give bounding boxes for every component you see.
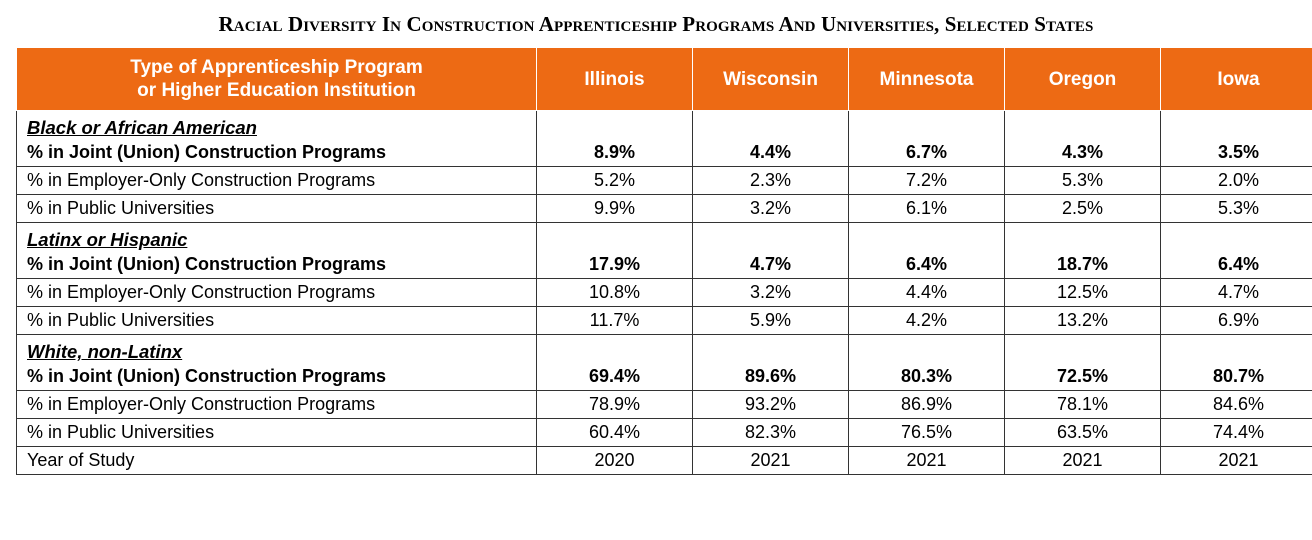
column-header-wisconsin: Wisconsin xyxy=(693,48,849,111)
row-value-minnesota: 6.4% xyxy=(849,251,1005,279)
row-value-iowa: 6.9% xyxy=(1161,307,1312,335)
row-value-illinois: 8.9% xyxy=(537,139,693,167)
row-value-wisconsin: 4.7% xyxy=(693,251,849,279)
row-label: % in Employer-Only Construction Programs xyxy=(17,279,537,307)
row-value-iowa: 2.0% xyxy=(1161,167,1312,195)
row-value-wisconsin: 89.6% xyxy=(693,363,849,391)
row-value-oregon: 4.3% xyxy=(1005,139,1161,167)
row-value-iowa: 6.4% xyxy=(1161,251,1312,279)
group-heading-spacer-wisconsin xyxy=(693,223,849,252)
group-heading-spacer-minnesota xyxy=(849,223,1005,252)
group-heading-spacer-iowa xyxy=(1161,223,1312,252)
column-header-program-type-line1: Type of Apprenticeship Program xyxy=(130,57,423,78)
table-row xyxy=(17,307,1312,335)
row-value-illinois: 78.9% xyxy=(537,391,693,419)
group-label-black-or-african-american: Black or African American xyxy=(27,117,257,139)
row-value-minnesota: 7.2% xyxy=(849,167,1005,195)
group-heading-spacer-minnesota xyxy=(849,111,1005,140)
row-value-oregon: 63.5% xyxy=(1005,419,1161,447)
row-value-oregon: 72.5% xyxy=(1005,363,1161,391)
row-value-illinois: 11.7% xyxy=(537,307,693,335)
table-row xyxy=(17,167,1312,195)
column-header-program-type xyxy=(17,48,537,111)
group-heading-spacer-illinois xyxy=(537,223,693,252)
row-value-iowa: 4.7% xyxy=(1161,279,1312,307)
group-heading-spacer-minnesota xyxy=(849,335,1005,364)
group-heading-spacer-oregon xyxy=(1005,223,1161,252)
table-row xyxy=(17,419,1312,447)
row-value-wisconsin: 5.9% xyxy=(693,307,849,335)
row-label: % in Public Universities xyxy=(17,307,537,335)
row-label: % in Joint (Union) Construction Programs xyxy=(17,363,537,391)
row-value-wisconsin: 4.4% xyxy=(693,139,849,167)
group-heading-row xyxy=(17,335,1312,364)
group-heading-spacer-wisconsin xyxy=(693,335,849,364)
group-heading-label-cell xyxy=(17,223,537,252)
row-label: % in Employer-Only Construction Programs xyxy=(17,391,537,419)
group-label-white-non-latinx: White, non-Latinx xyxy=(27,341,183,363)
year-value-wisconsin: 2021 xyxy=(693,447,849,475)
column-header-iowa: Iowa xyxy=(1161,48,1312,111)
group-heading-spacer-wisconsin xyxy=(693,111,849,140)
year-value-iowa: 2021 xyxy=(1161,447,1312,475)
page-title: Racial Diversity In Construction Apprenticeship Programs And Universities, Selected States xyxy=(218,12,1094,36)
row-value-minnesota: 6.1% xyxy=(849,195,1005,223)
row-value-illinois: 60.4% xyxy=(537,419,693,447)
row-value-wisconsin: 3.2% xyxy=(693,279,849,307)
row-value-iowa: 84.6% xyxy=(1161,391,1312,419)
group-heading-row xyxy=(17,223,1312,252)
row-label: % in Employer-Only Construction Programs xyxy=(17,167,537,195)
row-value-iowa: 3.5% xyxy=(1161,139,1312,167)
row-value-iowa: 80.7% xyxy=(1161,363,1312,391)
row-value-illinois: 69.4% xyxy=(537,363,693,391)
row-label: % in Public Universities xyxy=(17,419,537,447)
row-value-iowa: 74.4% xyxy=(1161,419,1312,447)
table-row xyxy=(17,363,1312,391)
row-label: % in Joint (Union) Construction Programs xyxy=(17,139,537,167)
row-value-wisconsin: 82.3% xyxy=(693,419,849,447)
group-heading-label-cell xyxy=(17,335,537,364)
table-row xyxy=(17,195,1312,223)
year-value-minnesota: 2021 xyxy=(849,447,1005,475)
row-label: % in Joint (Union) Construction Programs xyxy=(17,251,537,279)
column-header-illinois: Illinois xyxy=(537,48,693,111)
row-value-illinois: 17.9% xyxy=(537,251,693,279)
row-value-minnesota: 6.7% xyxy=(849,139,1005,167)
group-heading-label-cell xyxy=(17,111,537,140)
row-value-oregon: 78.1% xyxy=(1005,391,1161,419)
column-header-oregon: Oregon xyxy=(1005,48,1161,111)
column-header-program-type-line2: or Higher Education Institution xyxy=(137,80,416,102)
table-header-row xyxy=(17,48,1312,111)
row-value-wisconsin: 2.3% xyxy=(693,167,849,195)
racial-diversity-table xyxy=(16,47,1312,475)
row-value-wisconsin: 3.2% xyxy=(693,195,849,223)
group-heading-spacer-iowa xyxy=(1161,111,1312,140)
year-value-illinois: 2020 xyxy=(537,447,693,475)
row-value-minnesota: 4.2% xyxy=(849,307,1005,335)
row-value-illinois: 9.9% xyxy=(537,195,693,223)
group-label-latinx-or-hispanic: Latinx or Hispanic xyxy=(27,229,188,251)
year-value-oregon: 2021 xyxy=(1005,447,1161,475)
row-value-oregon: 18.7% xyxy=(1005,251,1161,279)
year-of-study-row xyxy=(17,447,1312,475)
table-row xyxy=(17,139,1312,167)
group-heading-spacer-oregon xyxy=(1005,111,1161,140)
row-value-wisconsin: 93.2% xyxy=(693,391,849,419)
group-heading-spacer-iowa xyxy=(1161,335,1312,364)
row-value-oregon: 2.5% xyxy=(1005,195,1161,223)
group-heading-spacer-oregon xyxy=(1005,335,1161,364)
row-label-year-of-study: Year of Study xyxy=(17,447,537,475)
group-heading-spacer-illinois xyxy=(537,335,693,364)
row-value-illinois: 10.8% xyxy=(537,279,693,307)
row-value-illinois: 5.2% xyxy=(537,167,693,195)
group-heading-spacer-illinois xyxy=(537,111,693,140)
row-value-minnesota: 80.3% xyxy=(849,363,1005,391)
row-value-oregon: 12.5% xyxy=(1005,279,1161,307)
table-row xyxy=(17,279,1312,307)
table-row xyxy=(17,391,1312,419)
column-header-minnesota: Minnesota xyxy=(849,48,1005,111)
table-row xyxy=(17,251,1312,279)
row-value-oregon: 13.2% xyxy=(1005,307,1161,335)
row-value-minnesota: 86.9% xyxy=(849,391,1005,419)
row-value-minnesota: 4.4% xyxy=(849,279,1005,307)
table-body xyxy=(17,111,1312,475)
row-value-iowa: 5.3% xyxy=(1161,195,1312,223)
row-value-minnesota: 76.5% xyxy=(849,419,1005,447)
row-label: % in Public Universities xyxy=(17,195,537,223)
table-header xyxy=(17,48,1312,111)
row-value-oregon: 5.3% xyxy=(1005,167,1161,195)
group-heading-row xyxy=(17,111,1312,140)
